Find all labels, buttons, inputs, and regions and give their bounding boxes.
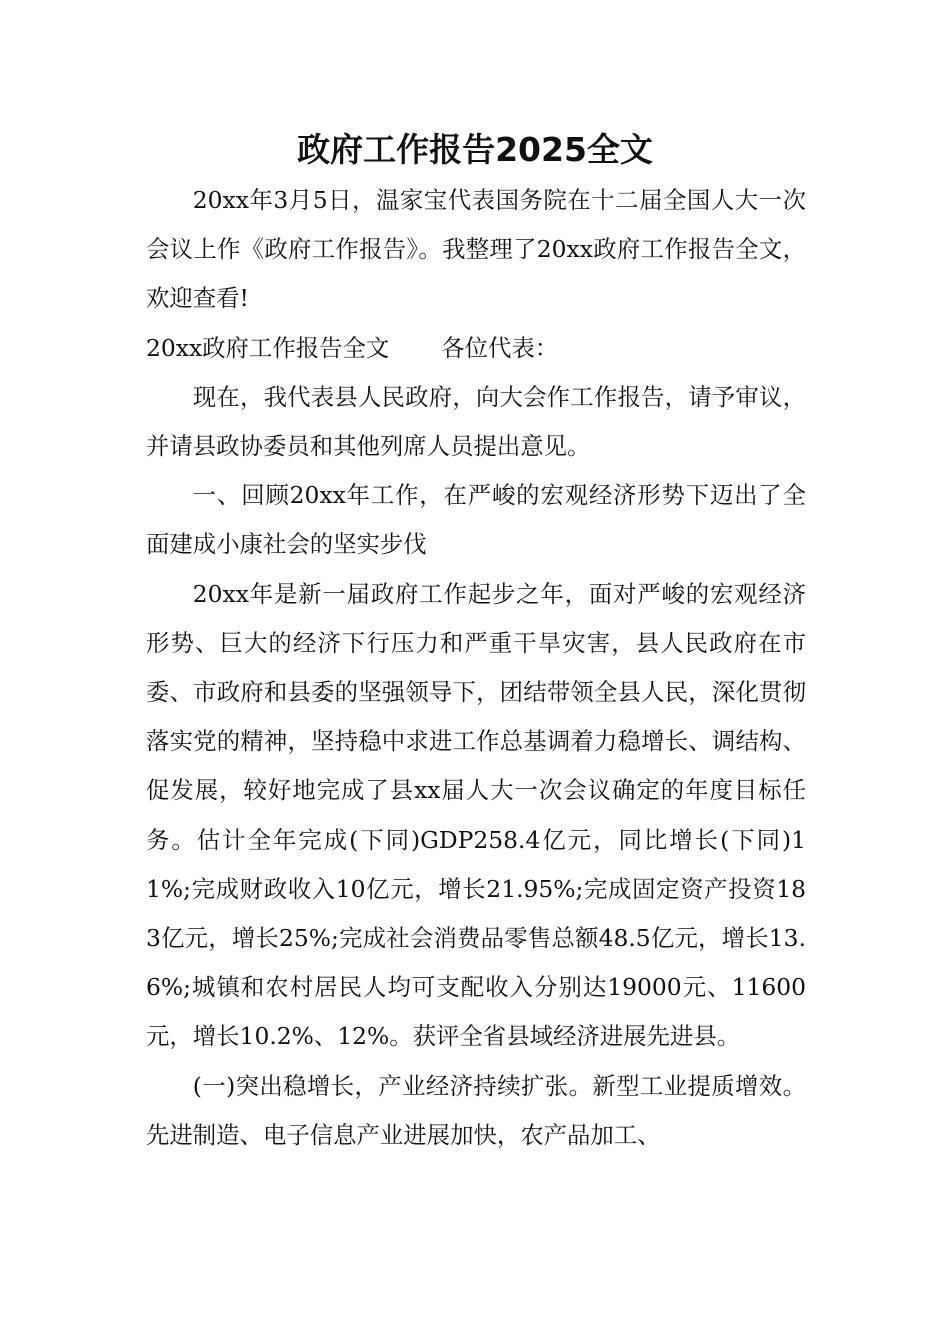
subtitle-line — [146, 324, 806, 373]
intro-paragraph: 20xx年3月5日，温家宝代表国务院在十二届全国人大一次会议上作《政府工作报告》。我整理了20xx政府工作报告全文，欢迎查看! — [146, 186, 806, 313]
paragraph-2: 20xx年是新一届政府工作起步之年，面对严峻的宏观经济形势、巨大的经济下行压力和严重干旱灾害，县人民政府在市委、市政府和县委的坚强领导下，团结带领全县人民，深化贯彻落实党的精神，坚持稳中求进工作总基调着力稳增长、调结构、促发展，较好地完成了县xx届人大一次会议确定的年度目标任务。估计全年完成(下同)GDP258.4亿元，同比增长(下同)11%;完成财政收入10亿元，增长21.95%;完成固定资产投资183亿元，增长25%;完成社会消费品零售总额48.5亿元，增长13.6%;城镇和农村居民人均可支配收入分别达19000元、11600元，增长10.2%、12%。获评全省县域经济进展先进县。 — [146, 579, 806, 1051]
section-heading-1: 一、回顾20xx年工作，在严峻的宏观经济形势下迈出了全面建成小康社会的坚实步伐 — [146, 481, 806, 559]
document-body — [146, 176, 806, 1160]
salutation: 各位代表： — [441, 333, 559, 362]
paragraph-1: 现在，我代表县人民政府，向大会作工作报告，请予审议，并请县政协委员和其他列席人员提出意见。 — [146, 382, 806, 461]
paragraph-3: (一)突出稳增长，产业经济持续扩张。新型工业提质增效。先进制造、电子信息产业进展加快，农产品加工、 — [146, 1071, 806, 1149]
document-title: 政府工作报告2025全文 — [297, 130, 653, 169]
subtitle: 20xx政府工作报告全文 — [146, 333, 390, 362]
